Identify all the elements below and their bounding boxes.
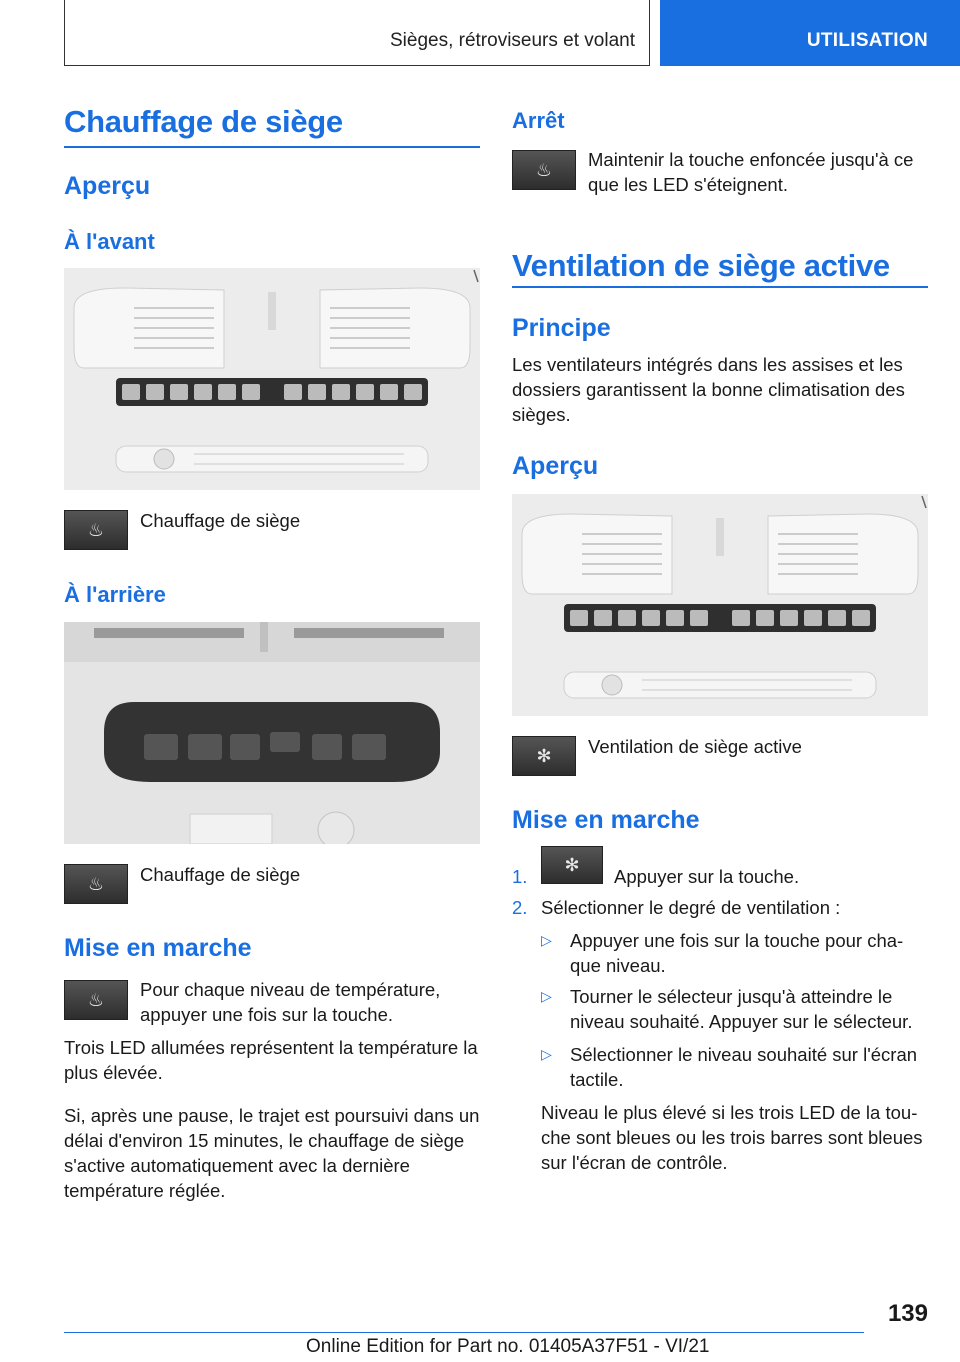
page-number: 139 bbox=[887, 1300, 928, 1327]
seat-ventilation-key-icon: ✻ bbox=[512, 736, 576, 776]
header-section-title: Sièges, rétroviseurs et volant bbox=[389, 30, 635, 51]
ventilation-title-rule bbox=[512, 286, 928, 288]
rear-caption: Chauffage de siège bbox=[140, 864, 301, 885]
rear-console-illustration bbox=[64, 622, 480, 844]
switch-off-text: Maintenir la touche enfoncée jusqu'à ce que les LED s'éteignent. bbox=[588, 149, 914, 195]
step-1-number: 1. bbox=[512, 866, 528, 887]
step-1-text: Appuyer sur la touche. bbox=[614, 866, 800, 887]
bullet-icon: ▷ bbox=[541, 932, 552, 948]
front-console-photo bbox=[64, 268, 480, 490]
bullet-icon: ▷ bbox=[541, 988, 552, 1004]
ventilation-caption: Ventilation de siège active bbox=[588, 736, 802, 757]
footer-edition: Online Edition for Part no. 01405A37F51 - VI/21 bbox=[306, 1336, 710, 1357]
seat-heating-key-icon-rear: ♨ bbox=[64, 864, 128, 904]
step-2-number: 2. bbox=[512, 897, 528, 918]
seat-heating-key-icon-off: ♨ bbox=[512, 150, 576, 190]
title-rule bbox=[64, 146, 480, 148]
bullet-1-text: Appuyer une fois sur la touche pour cha-que niveau. bbox=[570, 930, 904, 976]
header-section-box bbox=[64, 0, 650, 66]
bullet-2-text: Tourner le sélecteur jusqu'à atteindre le niveau souhaité. Appuyer sur le sélecteur. bbox=[570, 986, 913, 1032]
header-chapter-title: UTILISATION bbox=[806, 30, 928, 51]
bullet-3-text: Sélectionner le niveau souhaité sur l'écran tactile. bbox=[570, 1044, 918, 1090]
front-heading: À l'avant bbox=[64, 229, 155, 254]
principle-heading: Principe bbox=[512, 314, 611, 342]
ventilation-console-illustration bbox=[512, 494, 928, 716]
seat-heating-key-icon-on: ♨ bbox=[64, 980, 128, 1020]
seat-heating-key-icon: ♨ bbox=[64, 510, 128, 550]
rear-heading: À l'arrière bbox=[64, 582, 166, 607]
switch-on-heading: Mise en marche bbox=[64, 934, 252, 962]
led-paragraph: Trois LED allumées représentent la température la plus élevée. bbox=[64, 1037, 478, 1083]
ventilation-title: Ventilation de siège active bbox=[512, 248, 890, 283]
overview-heading: Aperçu bbox=[64, 172, 151, 200]
front-console-illustration bbox=[64, 268, 480, 490]
switch-off-heading: Arrêt bbox=[512, 108, 565, 133]
ventilation-on-heading: Mise en marche bbox=[512, 806, 700, 834]
ventilation-overview-heading: Aperçu bbox=[512, 452, 599, 480]
step-2-text: Sélectionner le degré de ventilation : bbox=[541, 897, 841, 918]
ventilation-console-photo bbox=[512, 494, 928, 716]
seat-ventilation-key-icon-step: ✻ bbox=[541, 846, 603, 884]
rear-console-photo bbox=[64, 622, 480, 844]
footer-rule bbox=[64, 1332, 864, 1333]
switch-on-text: Pour chaque niveau de température, appuyer une fois sur la touche. bbox=[140, 979, 441, 1025]
seat-heating-title: Chauffage de siège bbox=[64, 104, 343, 139]
ventilation-final-note: Niveau le plus élevé si les trois LED de la tou-che sont bleues ou les trois barres sont bleues sur l'écran de contrôle. bbox=[541, 1102, 923, 1173]
front-caption: Chauffage de siège bbox=[140, 510, 301, 531]
principle-text: Les ventilateurs intégrés dans les assises et les dossiers garantissent la bonne climatisation des sièges. bbox=[512, 354, 905, 425]
bullet-icon: ▷ bbox=[541, 1046, 552, 1062]
auto-resume-paragraph: Si, après une pause, le trajet est poursuivi dans un délai d'environ 15 minutes, le chauffage de siège s'active automatiquement avec la dernière température réglée. bbox=[64, 1105, 480, 1201]
header-chapter-box bbox=[660, 0, 960, 66]
